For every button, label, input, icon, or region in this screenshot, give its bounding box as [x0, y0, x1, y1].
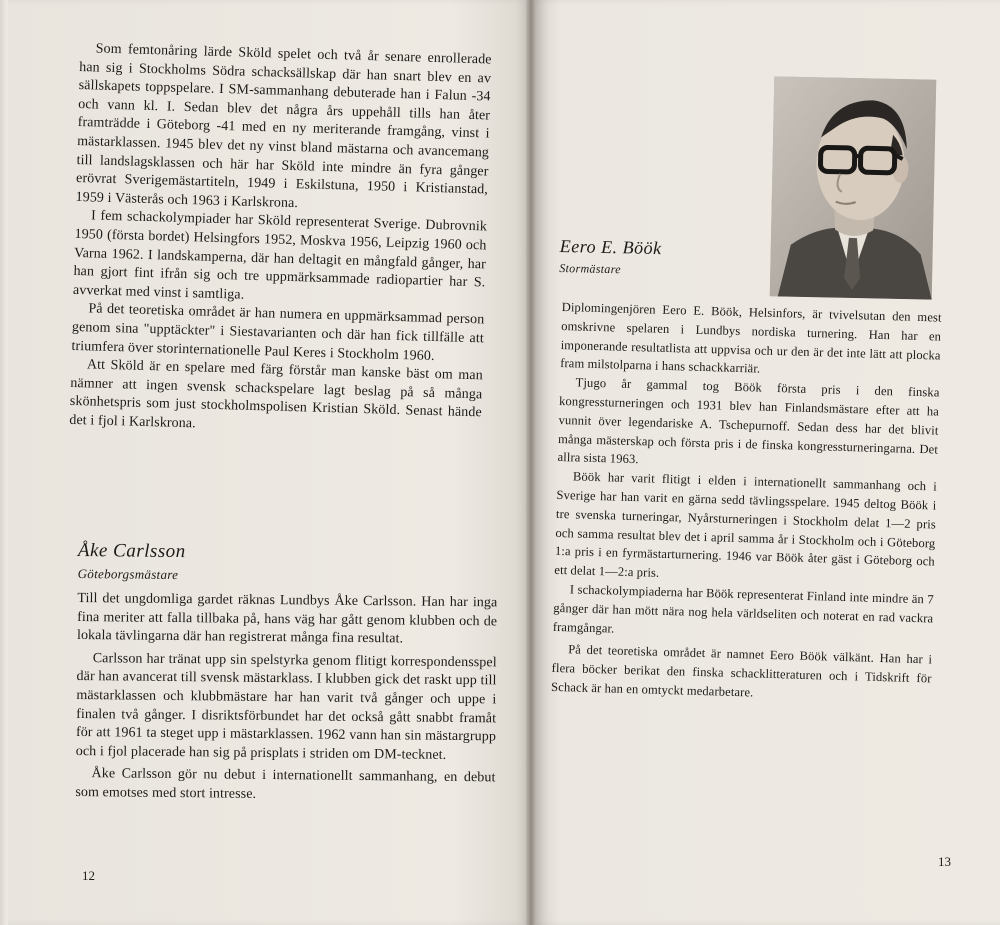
book-section-header [559, 236, 770, 288]
paragraph: Böök har varit flitigt i elden i internationellt sammanhang och i Sverige har han varit en gärna sedd tävlingsspelare. 1945 deltog Böök i tre svenska turneringar, Nyårsturneringen i Stockholm delat 1—2 pris och samma resultat blev det i april samma år i Stockholm och i Göteborg 1:a pris i en fyrmästarturnering. 1946 var Böök åter gäst i Göteborg och ett delat 1—2:a pris. [554, 469, 938, 580]
section-title: Åke Carlsson [77, 540, 186, 563]
paragraph: Att Sköld är en spelare med färg förstår man kanske bäst om man nämner att ingen svensk schackspelare lagt beslag på så många skönhetspris som just stockholmspolisen Kristian Sköld. Senast hände det i fjol i Karlskrona. [69, 357, 483, 432]
carlsson-section [75, 540, 498, 807]
paragraph: I fem schackolympiader har Sköld representerat Sverige. Dubrovnik 1950 (första bordet) Helsingfors 1952, Moskva 1956, Leipzig 1960 och Varna 1962. I landskamperna, där han deltagit en mångfald gånger, har han gjort fint ifrån sig och tre uppmärksammade radiopartier har S. avverkat med vinst i samtliga. [72, 208, 488, 303]
paragraph: Tjugo år gammal tog Böök första pris i den finska kongressturneringen och 1931 blev han Finlandsmästare efter att ha vunnit över legendariske A. Tschepurnoff. Sedan dess har det blivit många mästerskap och första pris i de finska kongressturneringarna. Det allra sista 1963. [557, 375, 940, 467]
paragraph: På det teoretiska området är namnet Eero Böök välkänt. Han har i flera böcker berikat den finska schacklitteraturen och i Tidskrift för Schack är han en omtyckt medarbetare. [550, 642, 933, 700]
portrait-photo-icon [770, 76, 937, 299]
paragraph: Carlsson har tränat upp sin spelstyrka genom flitigt korrespondensspel där han avancerat till svensk mästarklass. I klubben gick det raskt upp till mästarklassen och klubbmästare har han varit två gånger och uppe i finalen två gånger. I disriktsförbundet har det också gått snabbt framåt för att 1961 ta steget upp i mästarklassen. 1962 vann han sin mästargrupp och i fjol placerade han sig på prisplats i striden om DM-tecknet. [75, 650, 497, 763]
paragraph: Åke Carlsson gör nu debut i internationellt sammanhang, en debut som emotses med stort intresse. [75, 766, 496, 802]
paragraph: I schackolympiaderna har Böök representerat Finland inte mindre än 7 gånger där han mött nära nog hela världseliten och noterat en rad vackra framgångar. [552, 582, 934, 636]
section-title: Eero E. Böök [559, 236, 662, 259]
page-number-left: 12 [82, 868, 95, 883]
paragraph: Som femtonåring lärde Sköld spelet och två år senare enrollerade han sig i Stockholms Södra schacksällskap där han snart blev en av sällskapets toppspelare. I SM-sammanhang debuterade han i Falun -34 och vann kl. I. Sedan blev det några års uppehåll tills han åter framträdde i Göteborg -41 med en ny meriterande framgång, vinst i mästarklassen. 1945 blev det ny vinst bland mästarna och avancemang till landslagsklassen och här har Sköld inte mindre än fyra gånger erövrat Sverigemästartiteln, 1949 i Eskilstuna, 1950 i Kristianstad, 1959 i Västerås och 1963 i Karlskrona. [75, 41, 492, 211]
section-subtitle: Stormästare [559, 260, 621, 277]
book-section-text [551, 298, 942, 707]
paragraph: Till det ungdomliga gardet räknas Lundbys Åke Carlsson. Han har inga fina meriter att falla tillbaka på, hans väg har gått genom klubben och de lokala tävlingarna där han registrerat många fina resultat. [76, 590, 498, 647]
paragraph: På det teoretiska området är han numera en uppmärksammad person genom sina "upptäckter" i Siestavarianten och där han fick tillfälle att triumfera över storinternationelle Paul Keres i Stockholm 1960. [71, 301, 485, 364]
book-gutter [526, 0, 536, 925]
page-number-right: 13 [938, 854, 951, 869]
left-top-text [69, 40, 492, 442]
paragraph: Diplomingenjören Eero E. Böök, Helsinfors, är tvivelsutan den mest omskrivne spelaren i Lundbys nordiska turnering. Han har en imponerande resultatlista att uppvisa och ur den är det inte lätt att plocka fram milstolparna i hans schackkarriär. [559, 299, 942, 376]
section-subtitle: Göteborgsmästare [77, 565, 179, 583]
